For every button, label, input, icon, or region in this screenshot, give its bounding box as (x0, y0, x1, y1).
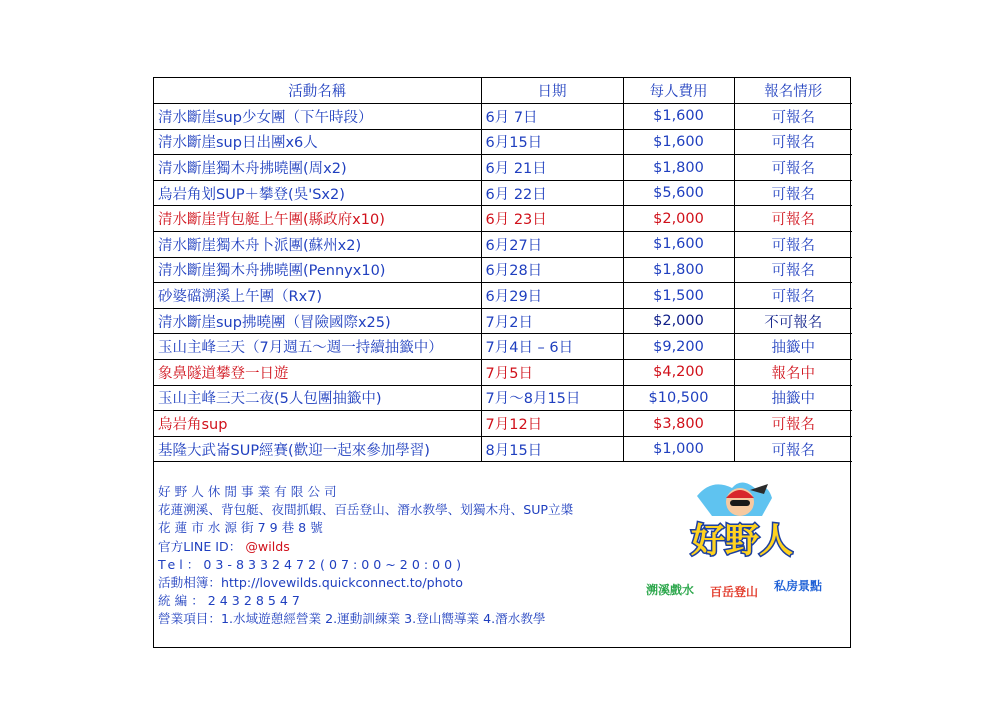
table-row (154, 232, 852, 258)
status-cell: 報名中 (734, 360, 852, 386)
fee-cell: $4,200 (623, 360, 734, 386)
activity-name-cell: 玉山主峰三天二夜(5人包團抽籤中) (154, 385, 481, 411)
date-cell: 7月5日 (481, 360, 623, 386)
activity-name-cell: 烏岩角sup (154, 411, 481, 437)
company-tel: Tel：03-8332472(07:00~20:00) (158, 556, 466, 572)
status-cell: 可報名 (734, 155, 852, 181)
date-cell: 6月28日 (481, 257, 623, 283)
activity-name-cell: 清水斷崖背包艇上午團(縣政府x10) (154, 206, 481, 232)
activity-name-cell: 清水斷崖sup日出團x6人 (154, 129, 481, 155)
status-cell: 可報名 (734, 411, 852, 437)
fee-cell: $1,600 (623, 104, 734, 130)
status-cell: 不可報名 (734, 308, 852, 334)
table-header-row (154, 78, 852, 104)
logo-tagline-2: 百岳登山 (710, 585, 759, 599)
status-cell: 可報名 (734, 104, 852, 130)
date-cell: 8月15日 (481, 436, 623, 462)
activity-name-cell: 象鼻隧道攀登一日遊 (154, 360, 481, 386)
header-activity-name: 活動名稱 (154, 78, 481, 104)
status-cell: 可報名 (734, 206, 852, 232)
activity-name-cell: 清水斷崖獨木舟拂曉團(Pennyx10) (154, 257, 481, 283)
activity-name-cell: 砂婆礑溯溪上午團（Rx7) (154, 283, 481, 309)
date-cell: 6月 23日 (481, 206, 623, 232)
fee-cell: $5,600 (623, 180, 734, 206)
company-business: 營業項目：1.水域遊憩經營業 2.運動訓練業 3.登山嚮導業 4.潛水教學 (158, 611, 546, 627)
company-name: 好野人休閒事業有限公司 (158, 484, 341, 499)
fee-cell: $9,200 (623, 334, 734, 360)
fee-cell: $1,600 (623, 129, 734, 155)
fee-cell: $2,000 (623, 206, 734, 232)
date-cell: 7月4日 – 6日 (481, 334, 623, 360)
fee-cell: $3,800 (623, 411, 734, 437)
company-tax-id: 統編：24328547 (158, 593, 304, 609)
fee-cell: $1,600 (623, 232, 734, 258)
fee-cell: $1,000 (623, 436, 734, 462)
status-cell: 可報名 (734, 257, 852, 283)
activity-name-cell: 玉山主峰三天（7月週五～週一持續抽籤中） (154, 334, 481, 360)
table-row (154, 283, 852, 309)
table-row (154, 411, 852, 437)
status-cell: 可報名 (734, 232, 852, 258)
date-cell: 7月12日 (481, 411, 623, 437)
date-cell: 6月 7日 (481, 104, 623, 130)
status-cell: 可報名 (734, 129, 852, 155)
table-row (154, 334, 852, 360)
table-row (154, 206, 852, 232)
fee-cell: $1,500 (623, 283, 734, 309)
header-fee: 每人費用 (623, 78, 734, 104)
table-row (154, 360, 852, 386)
status-cell: 可報名 (734, 436, 852, 462)
header-status: 報名情形 (734, 78, 852, 104)
date-cell: 6月29日 (481, 283, 623, 309)
fee-cell: $2,000 (623, 308, 734, 334)
table-row (154, 308, 852, 334)
activity-name-cell: 清水斷崖sup拂曉團（冒險國際x25) (154, 308, 481, 334)
table-row (154, 436, 852, 462)
table-row (154, 385, 852, 411)
company-album[interactable]: 活動相簿：http://lovewilds.quickconnect.to/photo (158, 575, 463, 591)
fee-cell: $10,500 (623, 385, 734, 411)
table-row (154, 104, 852, 130)
activity-table (154, 78, 852, 462)
activity-name-cell: 清水斷崖獨木舟卜派團(蘇州x2) (154, 232, 481, 258)
company-line-id (158, 538, 638, 556)
logo-mascot-goggles (730, 500, 750, 506)
line-id-value[interactable]: @wilds (245, 538, 290, 554)
activity-name-cell: 基隆大武崙SUP經賽(歡迎一起來參加學習) (154, 436, 481, 462)
date-cell: 6月 21日 (481, 155, 623, 181)
activity-name-cell: 清水斷崖獨木舟拂曉團(周x2) (154, 155, 481, 181)
table-row (154, 155, 852, 181)
date-cell: 6月27日 (481, 232, 623, 258)
activity-name-cell: 烏岩角划SUP＋攀登(吳'Sx2) (154, 180, 481, 206)
logo-tagline-1: 溯溪戲水 (646, 583, 695, 597)
wilds-logo (642, 476, 842, 616)
table-row (154, 180, 852, 206)
fee-cell: $1,800 (623, 155, 734, 181)
status-cell: 抽籤中 (734, 334, 852, 360)
table-row (154, 257, 852, 283)
date-cell: 6月 22日 (481, 180, 623, 206)
fee-cell: $1,800 (623, 257, 734, 283)
company-info (158, 483, 638, 629)
company-address: 花蓮市水源街79巷8號 (158, 520, 327, 536)
schedule-sheet (153, 77, 851, 648)
table-row (154, 129, 852, 155)
line-id-label: 官方LINE ID： (158, 538, 246, 554)
status-cell: 可報名 (734, 283, 852, 309)
activity-name-cell: 清水斷崖sup少女團（下午時段） (154, 104, 481, 130)
logo-tagline-3: 私房景點 (774, 579, 823, 593)
company-services: 花蓮溯溪、背包艇、夜間抓蝦、百岳登山、潛水教學、划獨木舟、SUP立槳 (158, 502, 574, 518)
header-date: 日期 (481, 78, 623, 104)
date-cell: 7月2日 (481, 308, 623, 334)
status-cell: 抽籤中 (734, 385, 852, 411)
date-cell: 6月15日 (481, 129, 623, 155)
logo-main-text: 好野人 (691, 521, 793, 561)
status-cell: 可報名 (734, 180, 852, 206)
table-body (154, 104, 852, 462)
date-cell: 7月～8月15日 (481, 385, 623, 411)
